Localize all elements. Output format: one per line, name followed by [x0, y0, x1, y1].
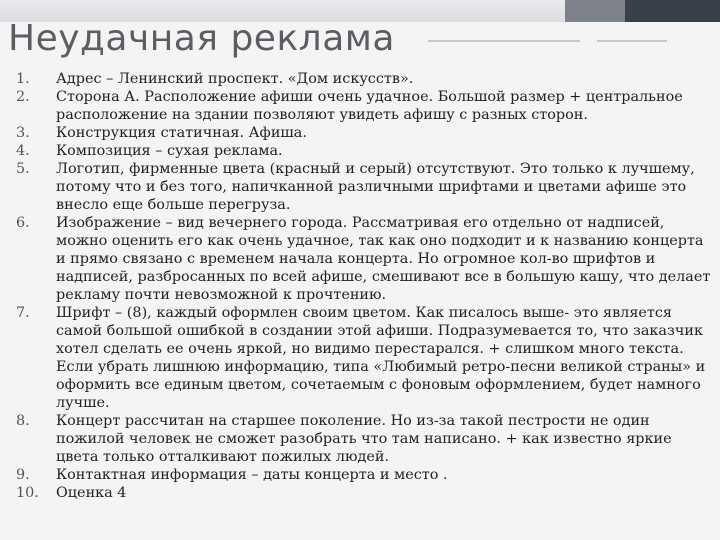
list-item: [0, 142, 712, 160]
list-item-number: 1.: [16, 71, 30, 87]
list-item-text: Оценка 4: [56, 485, 127, 501]
list-item-number: 5.: [16, 161, 30, 177]
header-bar-mid-segment: [565, 0, 625, 22]
title-decoration-line: [597, 40, 667, 42]
list-item-number: 2.: [16, 89, 30, 105]
list-item-text: Изображение – вид вечернего города. Рассматривая его отдельно от надписей, можно оценить его как очень удачное, так как оно подходит и к названию концерта и прямо связано с временем начала концерта. Но огромное кол-во шрифтов и надписей, разбросанных по всей афише, смешивают все в большую кашу, что делает рекламу почти невозможной к прочтению.: [56, 215, 711, 303]
list-item: [0, 160, 712, 214]
header-bar-dark-segment: [625, 0, 720, 22]
list-item: [0, 214, 712, 304]
list-item-number: 4.: [16, 143, 30, 159]
list-item: [0, 412, 712, 466]
list-item-number: 8.: [16, 413, 30, 429]
list-item-text: Адрес – Ленинский проспект. «Дом искусств».: [56, 71, 414, 87]
list-item: [0, 484, 712, 502]
list-item-number: 7.: [16, 305, 30, 321]
list-item: [0, 124, 712, 142]
list-item-text: Контактная информация – даты концерта и место .: [56, 467, 448, 483]
list-item-number: 3.: [16, 125, 30, 141]
list-item-text: Композиция – сухая реклама.: [56, 143, 283, 159]
list-item: [0, 88, 712, 124]
list-item-text: Конструкция статичная. Афиша.: [56, 125, 307, 141]
slide-title: Неудачная реклама: [8, 18, 395, 59]
title-decoration-line: [428, 40, 580, 42]
list-item-text: Логотип, фирменные цвета (красный и серый) отсутствуют. Это только к лучшему, потому что и без того, напичканной различными шрифтами и цветами афише это внесло еще больше перегруза.: [56, 161, 695, 213]
list-item-text: Сторона А. Расположение афиши очень удачное. Большой размер + центральное расположение на здании позволяют увидеть афишу с разных сторон.: [56, 89, 683, 123]
list-item-text: Шрифт – (8), каждый оформлен своим цветом. Как писалось выше- это является самой большой ошибкой в создании этой афиши. Подразумевается то, что заказчик хотел сделать ее очень яркой, но видимо перестарался. + слишком много текста. Если убрать лишнюю информацию, типа «Любимый ретро-песни великой страны» и оформить все единым цветом, сочетаемым с фоновым оформлением, будет намного лучше.: [56, 305, 706, 411]
list-item-number: 10.: [16, 485, 39, 501]
list-item-number: 9.: [16, 467, 30, 483]
list-item-number: 6.: [16, 215, 30, 231]
list-item: [0, 70, 712, 88]
list-item: [0, 304, 712, 412]
list-item-text: Концерт рассчитан на старшее поколение. Но из-за такой пестрости не один пожилой человек не сможет разобрать что там написано. + как известно яркие цвета только отталкивают пожилых людей.: [56, 413, 672, 465]
numbered-list: [0, 70, 712, 502]
list-item: [0, 466, 712, 484]
